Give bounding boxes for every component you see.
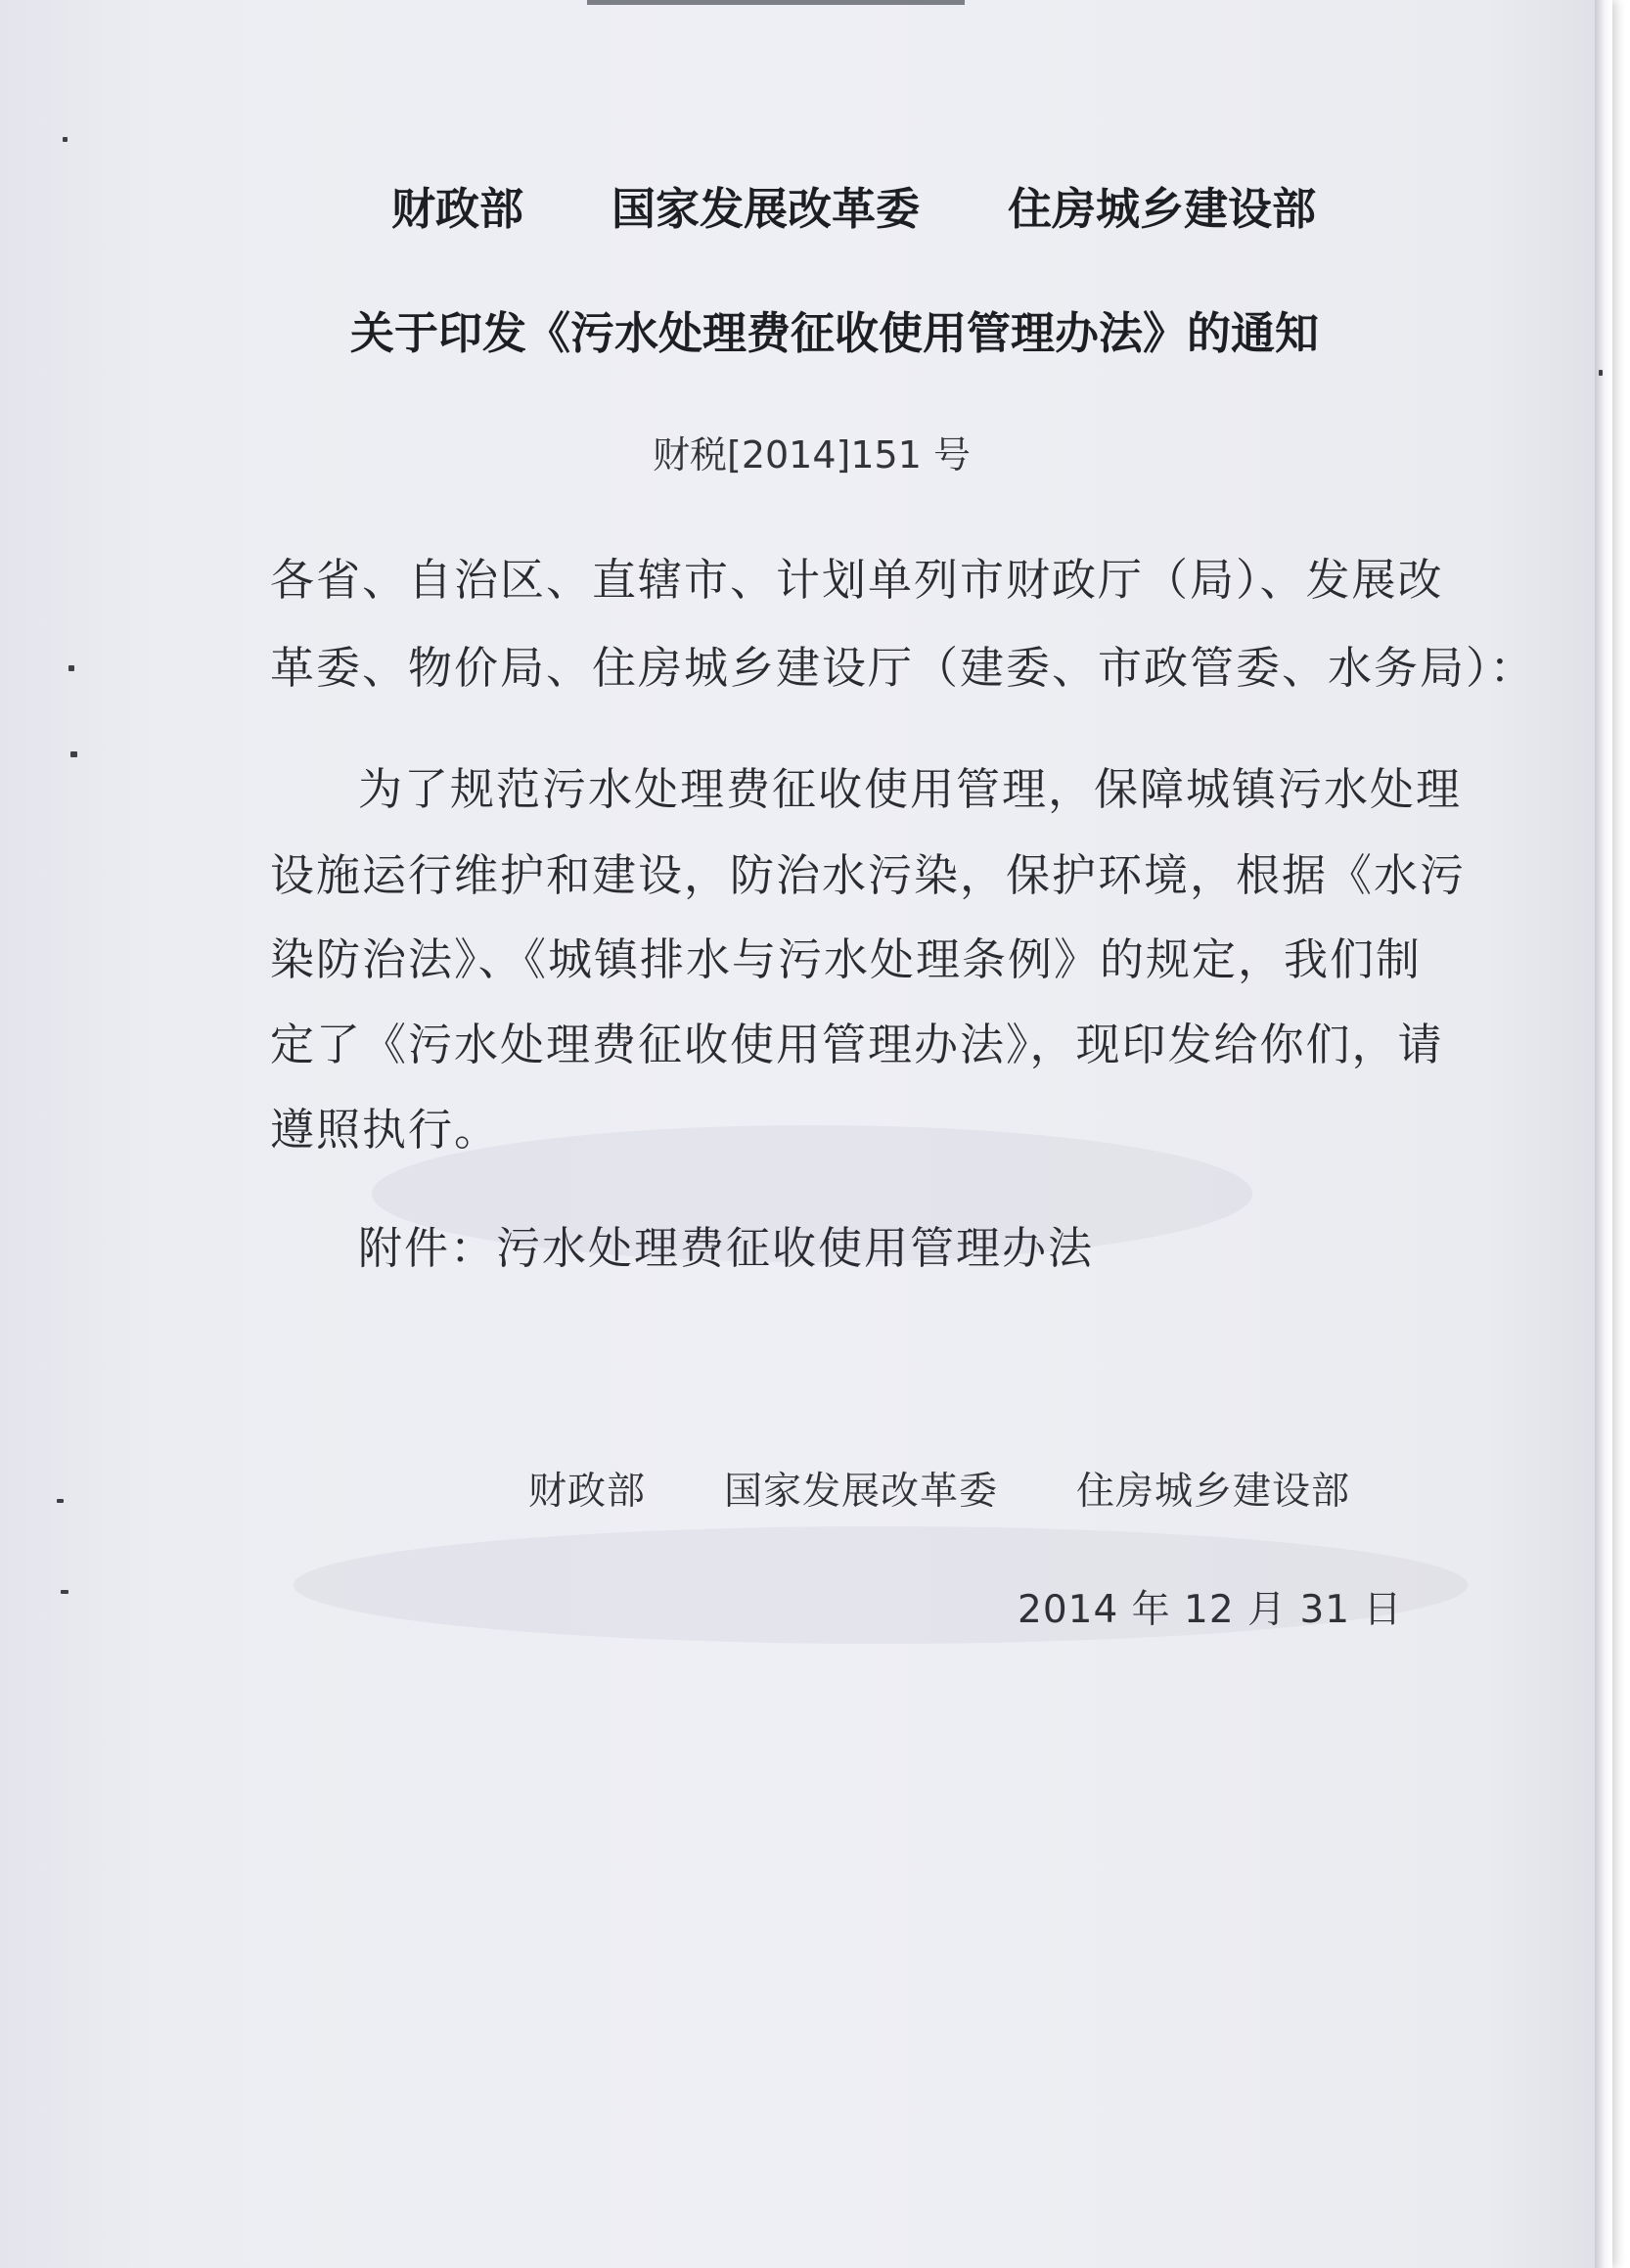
- scan-speck: [68, 665, 74, 671]
- attachment-line: 附件：污水处理费征收使用管理办法: [358, 1222, 1095, 1274]
- body-line: 设施运行维护和建设，防治水污染，保护环境，根据《水污: [270, 849, 1467, 901]
- scan-speck: [1599, 370, 1603, 376]
- scan-speck: [61, 1590, 68, 1594]
- body-line: 染防治法》、《城镇排水与污水处理条例》的规定，我们制: [270, 933, 1423, 985]
- addressee-line: 各省、自治区、直辖市、计划单列市财政厅（局）、发展改: [270, 554, 1444, 606]
- issuers-heading: 财政部 国家发展改革委 住房城乡建设部: [391, 183, 1317, 235]
- document-title: 关于印发《污水处理费征收使用管理办法》的通知: [350, 307, 1320, 359]
- addressee-line: 革委、物价局、住房城乡建设厅（建委、市政管委、水务局）：: [270, 642, 1536, 694]
- document-number: 财税[2014]151 号: [653, 433, 971, 476]
- scan-speck: [70, 751, 77, 757]
- signatories: 财政部 国家发展改革委 住房城乡建设部: [528, 1470, 1351, 1514]
- body-line: 为了规范污水处理费征收使用管理，保障城镇污水处理: [358, 763, 1463, 815]
- body-line: 定了《污水处理费征收使用管理办法》，现印发给你们，请: [270, 1019, 1444, 1070]
- scan-speck: [57, 1499, 64, 1503]
- page-edge: [1595, 0, 1612, 2268]
- signature-date: 2014 年 12 月 31 日: [1018, 1588, 1403, 1632]
- scan-speck: [63, 137, 68, 142]
- scan-mark: [587, 0, 965, 5]
- body-line: 遵照执行。: [270, 1104, 501, 1156]
